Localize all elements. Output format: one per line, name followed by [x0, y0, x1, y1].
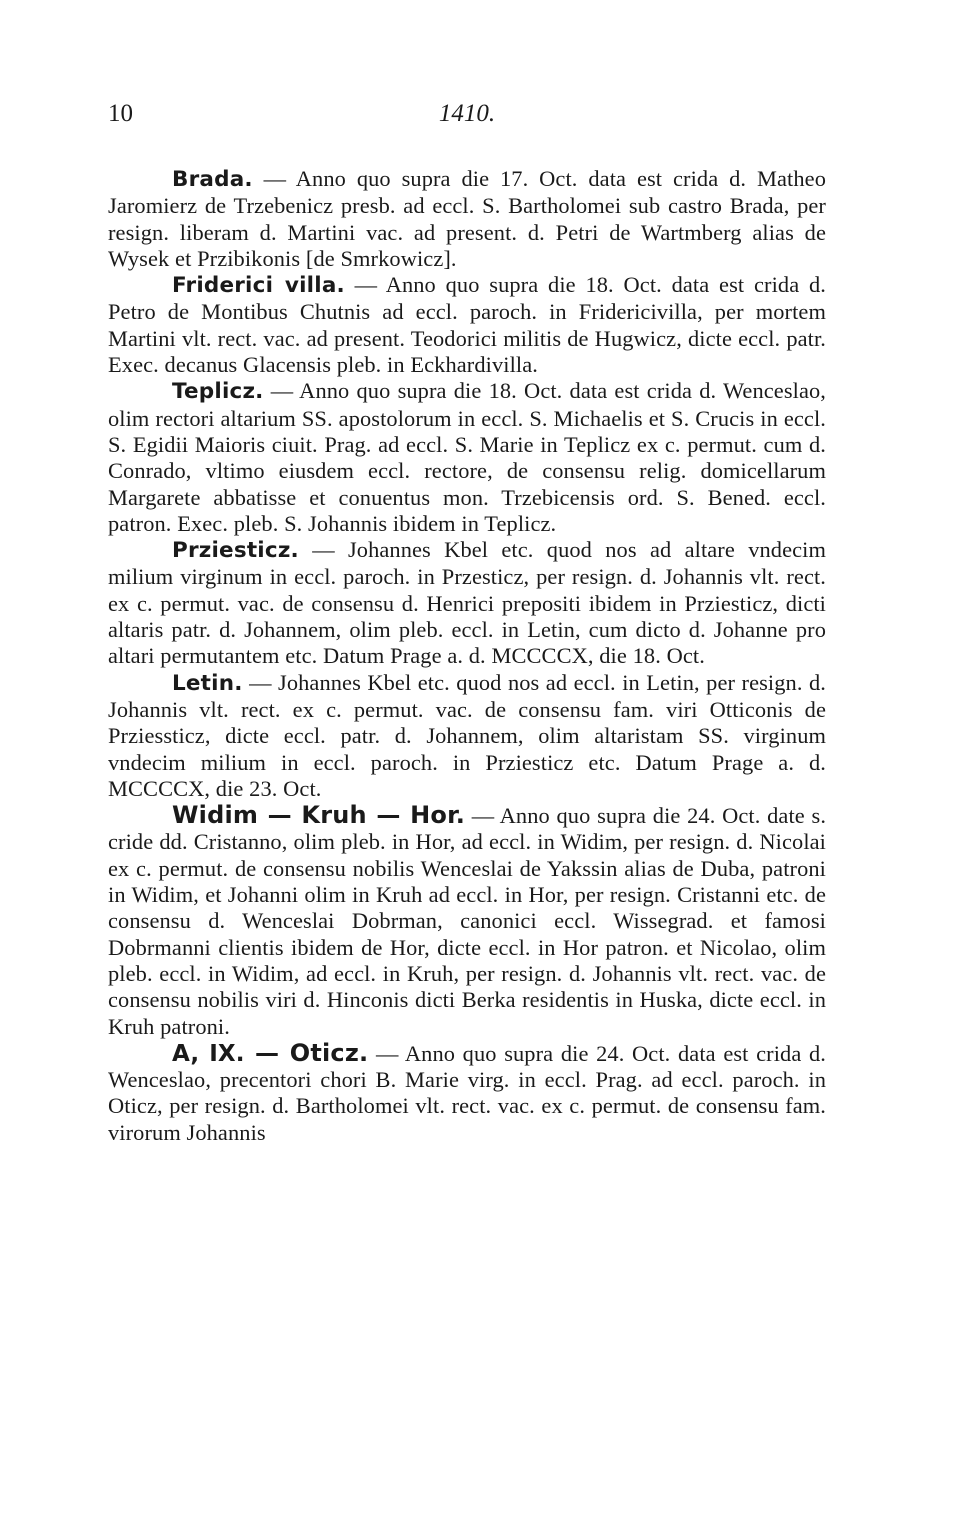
entry-text: — Anno quo supra die 18. Oct. data est crida d. Wenceslao, olim rectori altarium SS. apostolorum in eccl. S. Michaelis et S. Crucis in eccl. S. Egidii Maioris ciuit. Prag. ad eccl. S. Marie in Teplicz ex c. permut. cum d. Conrado, vltimo eiusdem eccl. rectore, de consensu relig. domicellarum Margarete abbatisse et conuentus mon. Trzebicensis ord. S. Bened. eccl. patron. Exec. pleb. S. Johannis ibidem in Teplicz.	[108, 378, 826, 536]
entry-heading: Widim — Kruh — Hor.	[172, 801, 466, 830]
entry-oticz	[108, 1040, 826, 1146]
entry-friderici-villa	[108, 272, 826, 378]
entry-brada	[108, 166, 826, 272]
page-header	[108, 100, 826, 144]
entry-heading: — Oticz.	[244, 1038, 369, 1067]
entry-widim-kruh-hor	[108, 802, 826, 1040]
entry-text: — Anno quo supra die 24. Oct. data est crida d. Wenceslao, precentori chori B. Marie virg. in eccl. Prag. ad eccl. paroch. in Oticz, per resign. d. Bartholomei vlt. rect. vac. ex c. permut. de consensu fam. virorum Johannis	[108, 1040, 827, 1145]
entry-text: — Johannes Kbel etc. quod nos ad altare vndecim milium virginum in eccl. paroch. in Przesticz, per resign. d. Johannis vlt. rect. ex c. permut. vac. de consensu d. Henrici prepositi ibidem in Prziesticz, dicti altaris patr. d. Johannem, olim pleb. eccl. in Letin, cum dicto d. Johanne pro altari permutantem etc. Datum Prage a. d. MCCCCX, die 18. Oct.	[108, 537, 826, 669]
entry-heading: Letin.	[172, 670, 243, 696]
entry-letin	[108, 670, 826, 802]
entry-text: — Anno quo supra die 17. Oct. data est crida d. Matheo Jaromierz de Trzebenicz presb. ad eccl. S. Bartholomei sub castro Brada, per resign. liberam d. Martini vac. ad present. d. Petri de Wartmberg alias de Wysek et Przibikonis [de Smrkowicz].	[108, 166, 826, 271]
entry-text: — Anno quo supra die 18. Oct. data est crida d. Petro de Montibus Chutnis ad eccl. paroch. in Fridericivilla, per mortem Martini vlt. rect. vac. ad present. Teodorici militis de Hugwicz, dicte eccl. patr. Exec. decanus Glacensis pleb. in Eckhardivilla.	[108, 272, 827, 378]
folio-marker: A, IX.	[172, 1040, 245, 1067]
entry-text: — Anno quo supra die 24. Oct. date s. cride dd. Cristanno, olim pleb. in Hor, ad eccl. in Widim, per resign. d. Nicolai ex c. permut. de consensu nobilis Wenceslai de Yakssin alias de Duba, patroni in Widim, et Johanni olim in Kruh ad eccl. in Hor, per resign. Cristanni etc. de consensu d. Wenceslai Dobrman, canonici eccl. Wissegrad. et famosi Dobrmanni clientis ibidem de Hor, dicte eccl. in Hor patron. et Nicolao, olim pleb. eccl. in Widim, ad eccl. in Kruh, per resign. d. Johannis vlt. rect. vac. de consensu nobilis viri d. Hinconis dicti Berka residentis in Huska, dicte eccl. in Kruh patroni.	[108, 803, 827, 1039]
entry-heading: Friderici villa.	[172, 273, 345, 299]
page-number: 10	[108, 100, 133, 127]
entry-heading: Brada.	[172, 167, 253, 192]
entry-heading: Teplicz.	[172, 379, 264, 405]
running-title: 1410.	[438, 100, 496, 127]
document-page	[108, 100, 826, 1146]
entry-teplicz	[108, 378, 826, 537]
entry-prziesticz	[108, 537, 826, 669]
entry-heading: Prziesticz.	[172, 538, 299, 564]
body-text	[108, 166, 826, 1146]
entry-text: — Johannes Kbel etc. quod nos ad eccl. in Letin, per resign. d. Johannis vlt. rect. ex c. permut. vac. de consensu fam. viri Otticonis de Prziessticz, dicte eccl. patr. d. Johannem, olim altaristam SS. virginum vndecim milium in eccl. paroch. in Prziesticz etc. Datum Prage a. d. MCCCCX, die 23. Oct.	[108, 669, 826, 801]
